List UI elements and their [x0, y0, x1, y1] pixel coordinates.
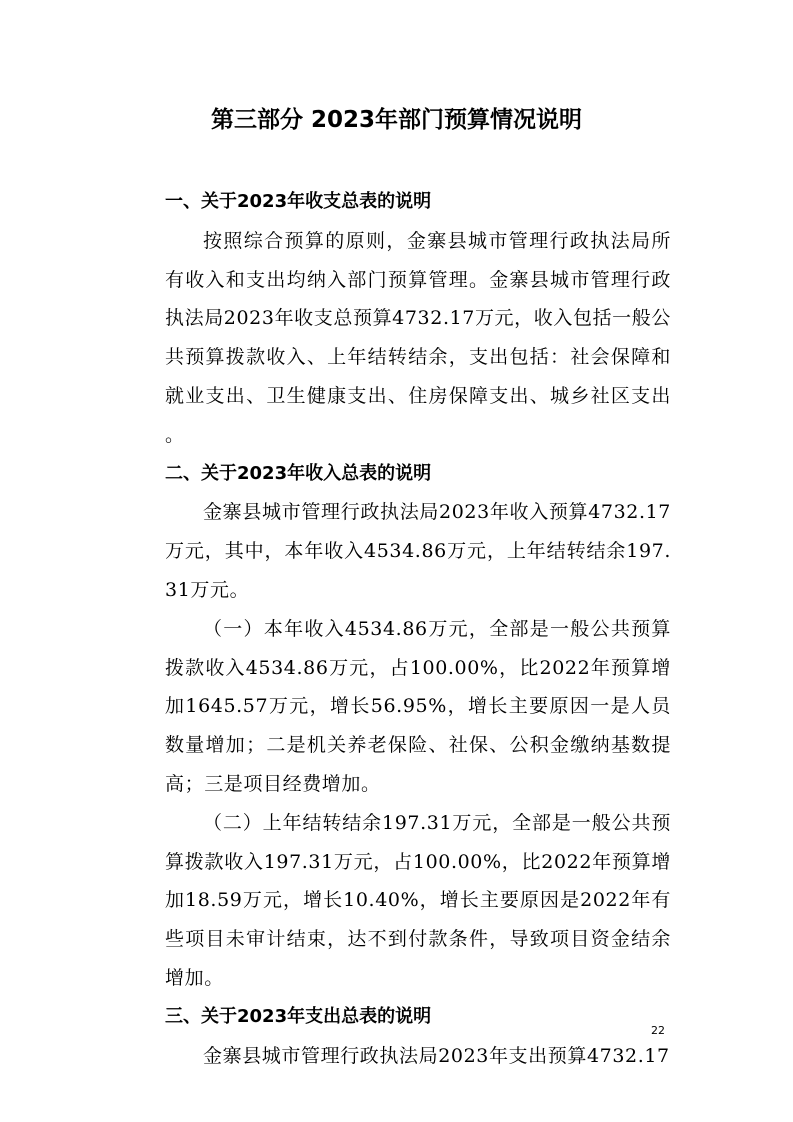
section-2-paragraph-2: （一）本年收入4534.86万元，全部是一般公共预算拨款收入4534.86万元，占100.00%，比2022年预算增加1645.57万元，增长56.95%，增长主要原因一是人员数量增加；二是机关养老保险、社保、公积金缴纳基数提高；三是项目经费增加。 — [165, 617, 671, 795]
section-3-paragraph-1: 金寨县城市管理行政执法局2023年支出预算4732.17 — [203, 1044, 670, 1067]
section-heading-2: 二、关于2023年收入总表的说明 — [165, 462, 432, 484]
section-2-paragraph-1: 金寨县城市管理行政执法局2023年收入预算4732.17万元，其中，本年收入4534.86万元，上年结转结余197.31万元。 — [165, 501, 671, 601]
section-2-paragraph-3: （二）上年结转结余197.31万元，全部是一般公共预算拨款收入197.31万元，占100.00%，比2022年预算增加18.59万元，增长10.40%，增长主要原因是2022年有些项目未审计结束，达不到付款条件，导致项目资金结余增加。 — [165, 811, 671, 989]
document-body — [165, 183, 671, 1075]
section-1-paragraph-1: 按照综合预算的原则，金寨县城市管理行政执法局所有收入和支出均纳入部门预算管理。金寨县城市管理行政执法局2023年收支总预算4732.17万元，收入包括一般公共预算拨款收入、上年结转结余，支出包括：社会保障和就业支出、卫生健康支出、住房保障支出、城乡社区支出。 — [165, 229, 671, 446]
section-heading-1: 一、关于2023年收支总表的说明 — [165, 191, 432, 212]
section-heading-3: 三、关于2023年支出总表的说明 — [165, 1005, 432, 1027]
page-title: 第三部分 2023年部门预算情况说明 — [210, 107, 583, 133]
page-number: 22 — [651, 1024, 665, 1037]
